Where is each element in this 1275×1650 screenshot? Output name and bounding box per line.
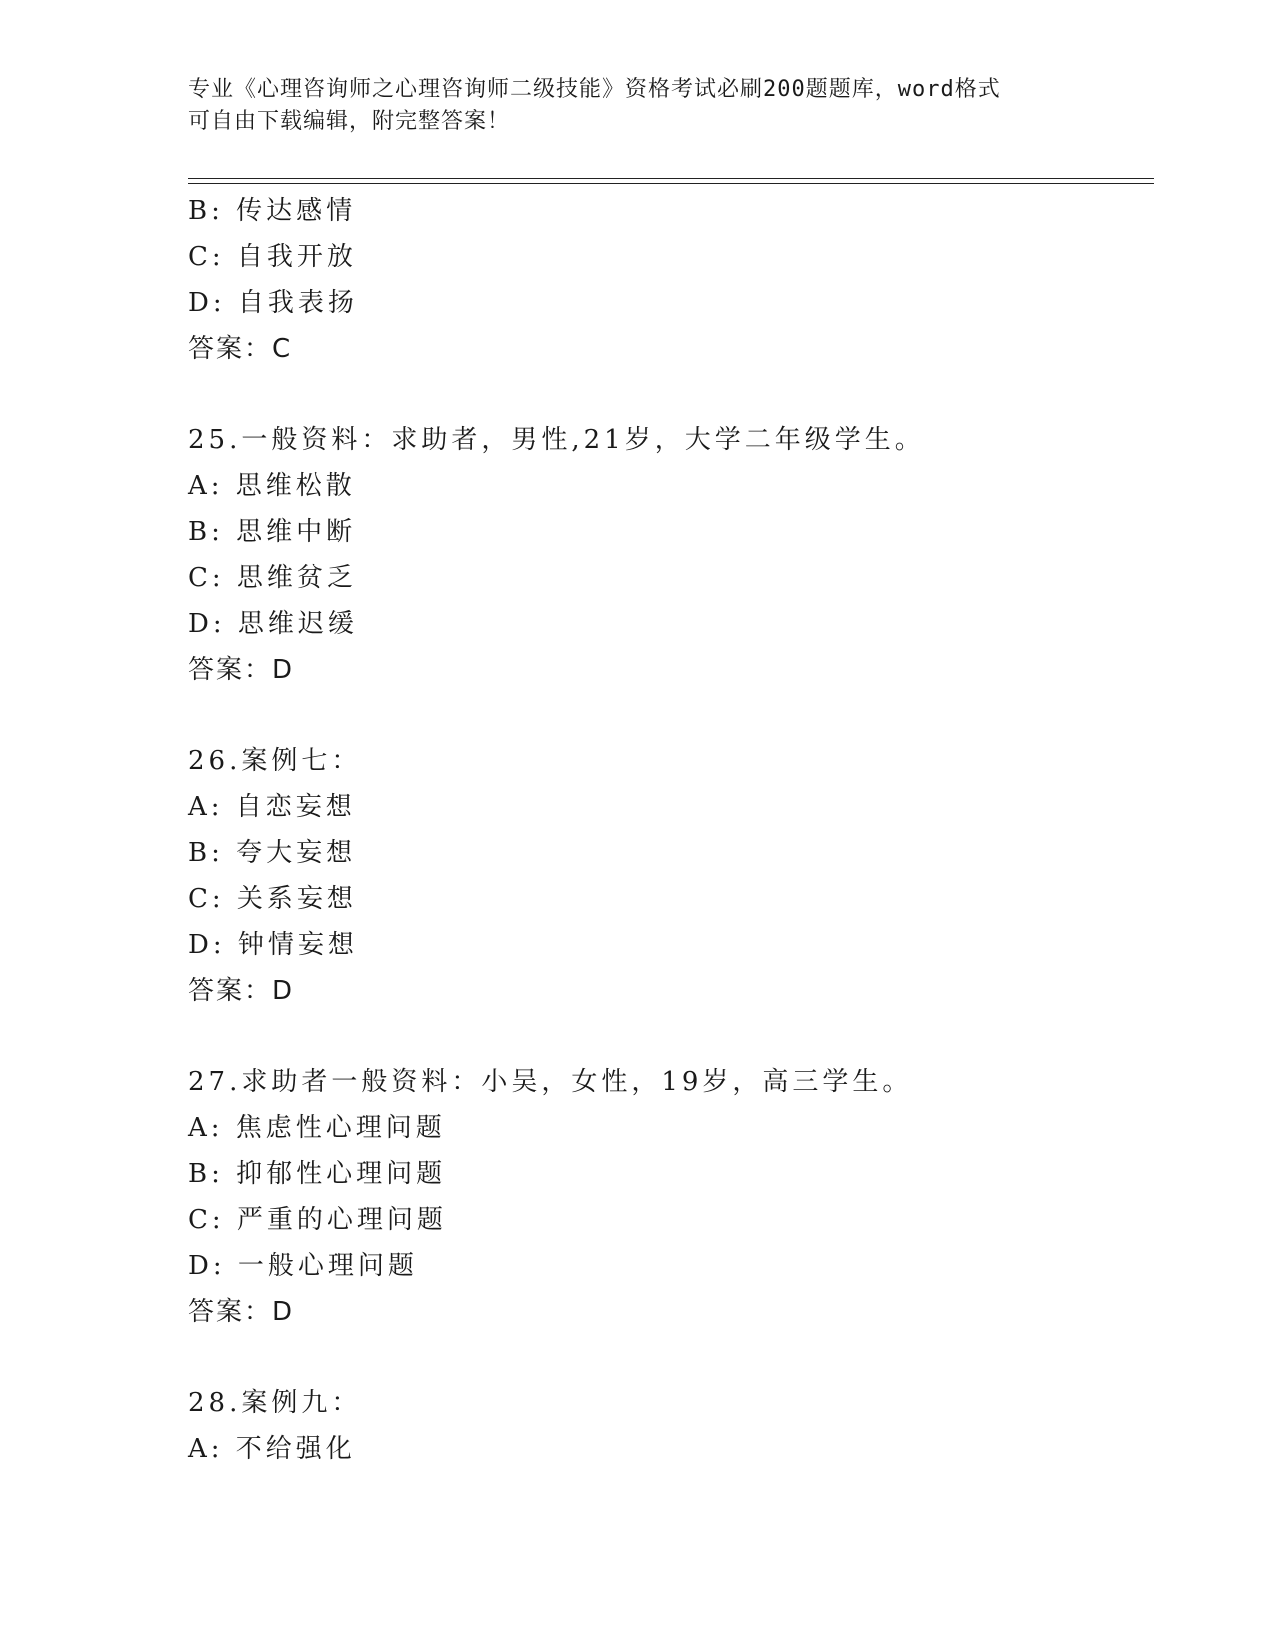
option-a: A: 思维松散 [188, 471, 356, 501]
header-rule-top [188, 178, 1154, 179]
header-line-2: 可自由下载编辑，附完整答案！ [188, 109, 511, 134]
header-rule-bottom [188, 183, 1154, 184]
question-26: 26.案例七： [188, 746, 362, 776]
header-line-1: 专业《心理咨询师之心理咨询师二级技能》资格考试必刷200题题库，word格式 [188, 77, 1001, 102]
option-a: A: 自恋妄想 [188, 792, 356, 822]
option-a: A: 焦虑性心理问题 [188, 1113, 446, 1143]
spacer [188, 1014, 1148, 1059]
option-b: B: 传达感情 [188, 196, 357, 226]
question-25: 25.一般资料：求助者，男性,21岁，大学二年级学生。 [188, 425, 925, 455]
option-d: D: 钟情妄想 [188, 930, 358, 960]
option-c: C: 自我开放 [188, 242, 357, 272]
question-list [188, 188, 1148, 1472]
answer-line: 答案：C [188, 334, 293, 364]
spacer [188, 693, 1148, 738]
option-c: C: 关系妄想 [188, 884, 357, 914]
document-header [188, 74, 1088, 138]
option-d: D: 一般心理问题 [188, 1251, 418, 1281]
option-d: D: 思维迟缓 [188, 609, 358, 639]
question-28: 28.案例九： [188, 1388, 362, 1418]
spacer [188, 372, 1148, 417]
option-b: B: 夸大妄想 [188, 838, 357, 868]
option-b: B: 抑郁性心理问题 [188, 1159, 447, 1189]
answer-line: 答案：D [188, 655, 295, 685]
option-c: C: 严重的心理问题 [188, 1205, 447, 1235]
option-b: B: 思维中断 [188, 517, 357, 547]
spacer [188, 1335, 1148, 1380]
answer-line: 答案：D [188, 976, 295, 1006]
question-27: 27.求助者一般资料：小吴，女性，19岁，高三学生。 [188, 1067, 913, 1097]
answer-line: 答案：D [188, 1297, 295, 1327]
option-d: D: 自我表扬 [188, 288, 358, 318]
option-c: C: 思维贫乏 [188, 563, 357, 593]
option-a: A: 不给强化 [188, 1434, 356, 1464]
